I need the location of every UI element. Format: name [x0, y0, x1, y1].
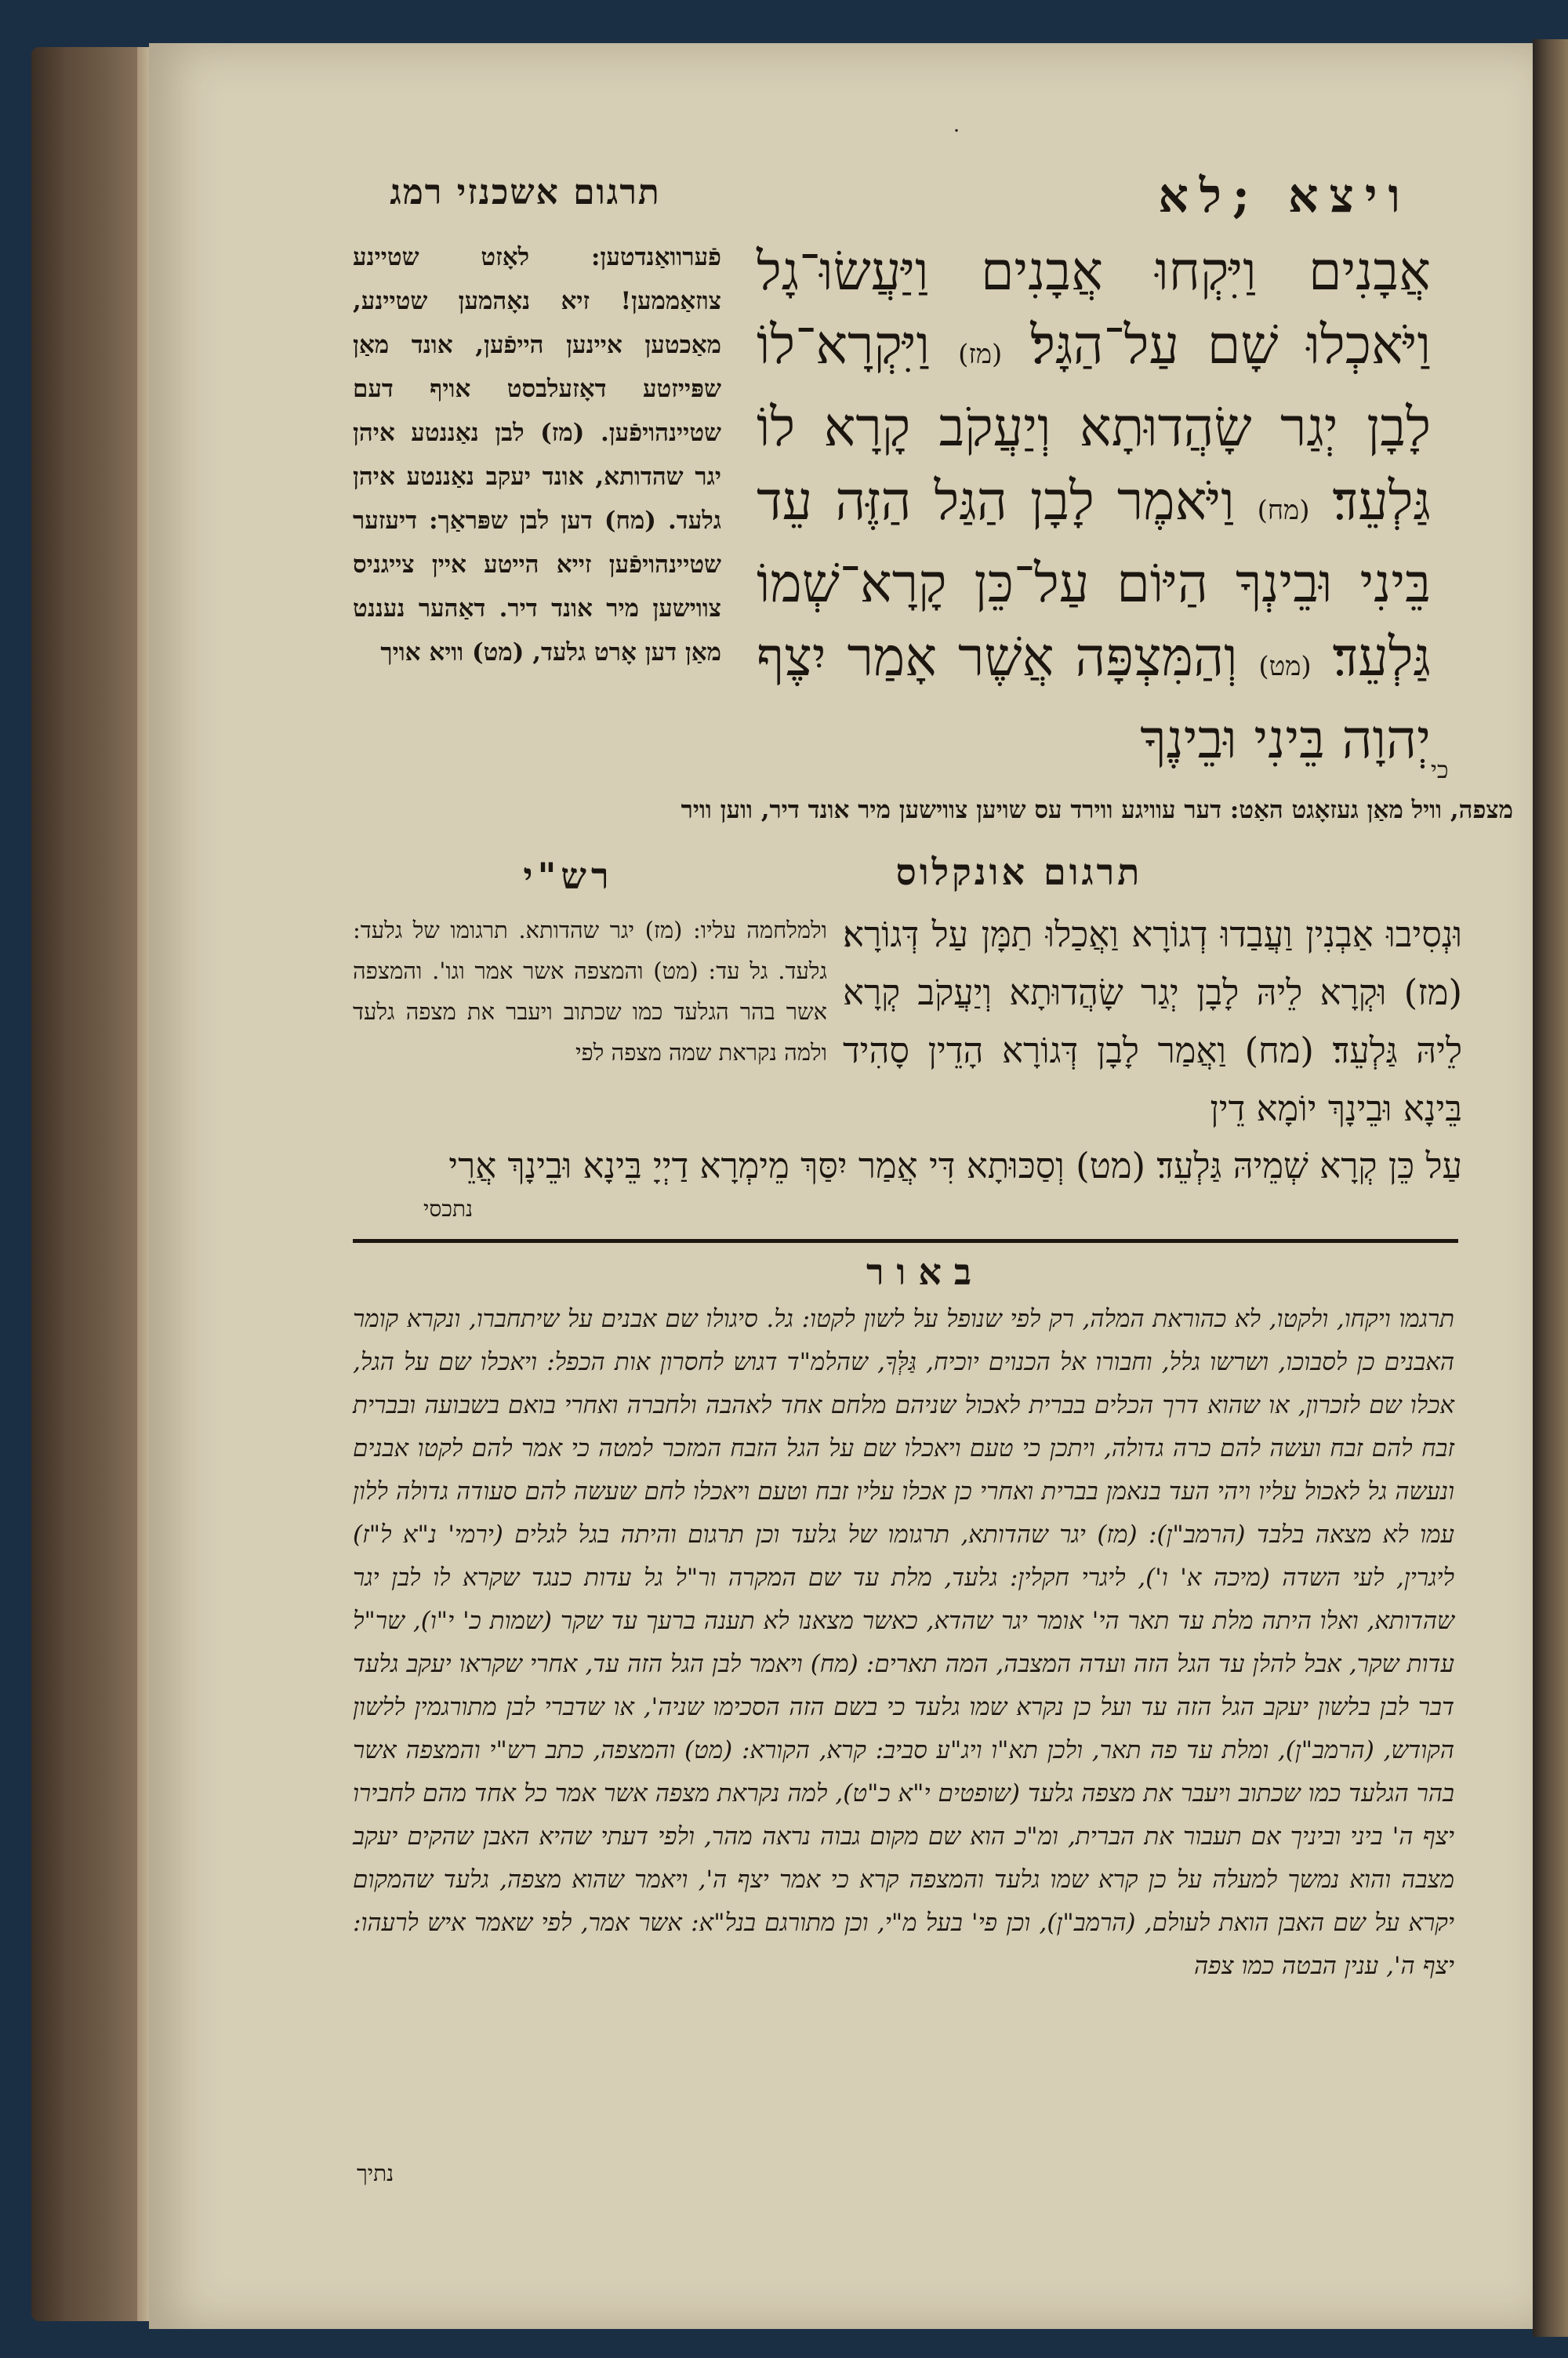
verse-number-48: (מח) — [1257, 495, 1310, 526]
header-parsha-chapter — [925, 125, 1411, 223]
rashi-catchword: נתכסי — [423, 1196, 474, 1222]
header-mark: ׂ — [956, 125, 967, 158]
onkelos-text: וּנְסִיבוּ אַבְנִין וַעֲבַדוּ דְגוֹרָא וַאֲכַלוּ תַמָּן עַל דְּגוֹרָא׃ (מז) וּקְרָא לֵיהּ לָבָן יְגַר שָׂהֲדוּתָא וְיַעֲקֹב קְרָא לֵיהּ גַּלְעֵד׃ (מח) וַאֲמַר לָבָן דְּגוֹרָא הָדֵין סָהִיד בֵּינָא וּבֵינָךְ יוֹמָא דֵין — [843, 914, 1462, 1129]
verse-49-start: וְהַמִּצְפָּה אֲשֶׁר אָמַר יִצֶף יְהוָה בֵּינִי וּבֵינֶךָ — [757, 627, 1431, 771]
header-parsha-title: ויצא ;לא — [1158, 169, 1411, 223]
header-targum-ashkenazi: תרגום אשכנזי רמג — [390, 173, 661, 213]
section-divider-rule — [353, 1239, 1458, 1243]
onkelos-heading: תרגום אונקלוס — [895, 851, 1143, 893]
bible-catchword: כי — [1431, 757, 1449, 784]
rashi-text: ולמלחמה עליו: (מז) יגר שהדותא. תרגומו של גלעד: גלעד. גל עד: (מט) והמצפה אשר אמר וגו'. והמצפה אשר בהר הגלעד כמו שכתוב ויעבר את מצפה גלעד ולמה נקראת שמה מצפה לפי — [353, 917, 827, 1066]
book-spine — [31, 47, 149, 2321]
verse-47: וַיִּקְרָא־לוֹ לָבָן יְגַר שָׂהֲדוּתָא וְיַעֲקֹב קָרָא לוֹ גַּלְעֵד׃ — [757, 314, 1431, 532]
biur-catchword: נתיך — [357, 2160, 394, 2186]
yiddish-continuation: מצפה, וויל מאַן געזאָגט האַט: דער עוויגע ווירד עס שויען צווישען מיר אונד דיר, ווען וויר — [681, 796, 1513, 824]
rashi-heading: רש"י — [523, 855, 614, 897]
bible-text-block — [757, 235, 1431, 777]
verse-46-end: אֲבָנִים וַיִּקְחוּ אֲבָנִים וַיַּעֲשׂוּ־גָל וַיֹּאכְלוּ שָׁם עַל־הַגָּל׃ — [757, 241, 1431, 376]
biur-heading: באור — [866, 1251, 985, 1293]
yiddish-translation: פֿערוואַנדטען: לאָזט שטיינע צוזאַממען! זיא נאָהמען שטיינע, מאַכטען איינען הייפֿען, אונד מאַן שפּייזטע דאָזעלבסט אויף דעם שטיינהויפֿען. (מז) לבן נאַננטע איהן יגר שהדותא, אונד יעקב נאַננטע איהן גלעד. (מח) דען לבן שפּראַך: דיעזער שטיינהויפֿען זייא הייטע איין צייגניס צווישען מיר אונד דיר. דאַהער נעננט מאַן דען אָרט גלעד, (מט) וויא אויך — [353, 243, 721, 667]
verse-number-49: (מט) — [1258, 651, 1312, 682]
verse-48: וַיֹּאמֶר לָבָן הַגַּל הַזֶּה עֵד בֵּינִי וּבֵינְךָ הַיּוֹם עַל־כֵּן קָרָא־שְׁמוֹ גַּלְעֵד׃ — [757, 471, 1432, 689]
adjacent-page-edge — [1533, 39, 1568, 2337]
verse-number-47: (מז) — [958, 339, 1003, 370]
onkelos-last-line: עַל כֵּן קְרָא שְׁמֵיהּ גַּלְעֵד׃ (מט) וְסַכּוּתָא דִּי אֲמַר יִסַּךְ מֵימְרָא דַיְיָ בֵּינָא וּבֵינָךְ אֲרֵי — [448, 1145, 1462, 1186]
biur-commentary: תרגמו ויקחו, ולקטו, לא כהוראת המלה, רק לפי שנופל על לשון לקטו: גל. סיגולו שם אבנים על שיתחברו, ונקרא קומר האבנים כן לסבוכו, ושרשו גלל, וחבורו אל הכנוים יוכיח, גַּלְּךָ, שהלמ"ד דגוש לחסרון אות הכפל: ויאכלו שם על הגל, אכלו שם לזכרון, או שהוא דרך הכלים בברית לאכול שניהם מלחם אחד לאהבה ולחברה ואחרי בואם בשבועה ובברית זבח להם זבח ועשה להם כרה גדולה, ויתכן כי טעם ויאכלו שם על הגל הזבח המזכר למטה כי אמר להם לקטו אבנים ונעשה גל לאכול עליו ויהי העד בנאמן בברית ואחרי כן אכלו עליו זבח וטעם ויאכלו לחם שעשה להם סעודה גדולה ללון עמו לא מצאה בלבד (הרמב"ן): (מז) יגר שהדותא, תרגומו של גלעד וכן תרגום והיתה בגל לגלים (ירמי' נ"א ל"ז) ליגרין, לעי השדה (מיכה א' ו'), ליגרי חקלין: גלעד, מלת עד שם המקרה ור"ל גל עדות כנגד שקרא לו לבן יגר שהדותא, ואלו היתה מלת עד תאר הי' אומר יגר שהדא, כאשר מצאנו לא תענה ברעך עד שקר (שמות כ' י"ו), שר"ל עדות שקר, אבל להלן עד הגל הזה ועדה המצבה, המה תארים: (מח) ויאמר לבן הגל הזה עד, אחרי שקראו יעקב גלעד דבר לבן בלשון יעקב הגל הזה עד ועל כן נקרא שמו גלעד כי בשם הזה הסכימו שניה', או שדברי לבן מתורגמין ללשון הקודש, (הרמב"ן), ומלת עד פה תאר, ולכן תא"ו ויג"ע סביב: קרא, הקורא: (מט) והמצפה, כתב רש"י והמצפה אשר בהר הגלעד כמו שכתוב ויעבר את מצפה גלעד (שופטים י"א כ"ט), למה נקראת מצפה אשר אמר כל אחד מהם לחבירו יצף ה' ביני וביניך אם תעבור את הברית, ומ"כ הוא שם מקום גבוה נראה מהר, ולפי דעתי שהיא האבן שהקים יעקב מצבה והוא נמשך למעלה על כן קרא שמו גלעד והמצפה קרא כי אמר יצף ה', ויאמר שהוא מצפה, גלעד שהמקום יקרא על שם האבן הואת לעולם, (הרמב"ן), וכן פי' בעל מ"י, וכן מתורגם בנל"א: אשר אמר, לפי שאמר איש לרעהו: יצף ה', ענין הבטה כמו צפה — [353, 1305, 1455, 1980]
